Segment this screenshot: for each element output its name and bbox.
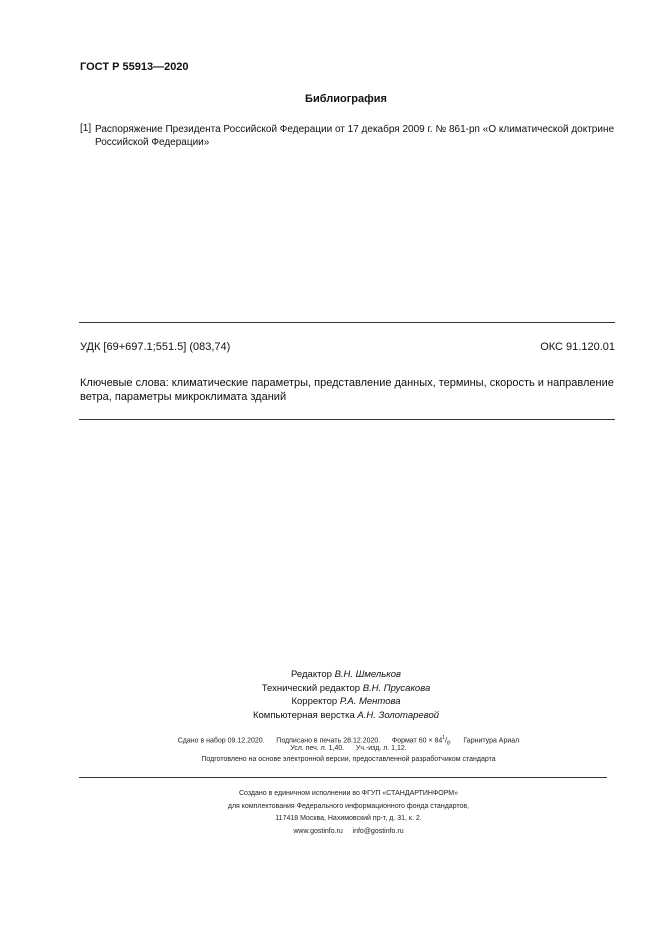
credit-label: Технический редактор: [261, 682, 361, 694]
oks-code: ОКС 91.120.01: [540, 341, 615, 353]
imprint-format: Формат 60 × 84: [391, 737, 443, 745]
credit-name: В.Н. Шмельков: [334, 669, 401, 680]
imprint-line-3: Подготовлено на основе электронной версии, предоставленной разработчиком стандарта: [201, 756, 496, 763]
udk-code: УДК [69+697.1;551.5] (083,74): [80, 341, 231, 353]
divider-keywords: [79, 419, 615, 420]
publisher-email-link[interactable]: info@gostinfo.ru: [352, 827, 404, 835]
standard-number: ГОСТ Р 55913—2020: [80, 61, 189, 73]
editorial-credits: [100, 668, 592, 722]
credit-editor: [100, 668, 592, 682]
imprint-typeset-date: Сдано в набор 09.12.2020.: [177, 737, 265, 745]
publisher-block: [80, 788, 617, 838]
credit-label: Компьютерная верстка: [252, 709, 355, 721]
divider-top: [79, 322, 615, 323]
credit-layout: [100, 709, 592, 723]
imprint-print-date: Подписано в печать 28.12.2020.: [276, 737, 381, 745]
bibliography-title: Библиография: [305, 93, 387, 105]
imprint-line-2: [80, 745, 617, 752]
imprint-format-num: 1: [442, 735, 446, 741]
imprint-typeface: Гарнитура Ариал: [463, 737, 520, 745]
publisher-website-link[interactable]: www.gostinfo.ru: [293, 827, 343, 835]
publisher-line-2: для комплектования Федерального информационного фонда стандартов,: [227, 802, 470, 810]
publisher-contacts: [80, 826, 617, 839]
credit-tech-editor: [100, 682, 592, 696]
publisher-line-1: Создано в единичном исполнении во ФГУП «СТАНДАРТИНФОРМ»: [238, 790, 459, 797]
bibliography-item-number: [1]: [80, 123, 92, 134]
divider-publisher: [79, 777, 607, 778]
publisher-address: 117418 Москва, Нахимовский пр-т, д. 31, к. 2.: [275, 815, 422, 822]
keywords: Ключевые слова: климатические параметры, представление данных, термины, скорость и направление ветра, параметры микроклимата зданий: [80, 377, 614, 403]
credit-corrector: [100, 695, 592, 709]
imprint-format-den: 8: [447, 740, 450, 747]
imprint-pub-sheets: Уч.-изд. л. 1,12.: [355, 745, 407, 752]
credit-name: В.Н. Прусакова: [362, 682, 431, 694]
imprint-print-sheets: Усл. печ. л. 1,40.: [290, 745, 345, 752]
credit-name: А.Н. Золотаревой: [357, 709, 440, 721]
credit-label: Редактор: [291, 669, 332, 680]
credit-label: Корректор: [291, 696, 338, 707]
bibliography-item-text: Распоряжение Президента Российской Федерации от 17 декабря 2009 г. № 861-рп «О климатической доктрине Российской Федерации»: [95, 124, 615, 148]
credit-name: Р.А. Ментова: [339, 696, 401, 707]
imprint-line-1: Сдано в набор 09.12.2020. Подписано в печать 28.12.2020. Формат $60 \times 84^1/_8$. Гарнитура Ариал: [177, 735, 520, 747]
